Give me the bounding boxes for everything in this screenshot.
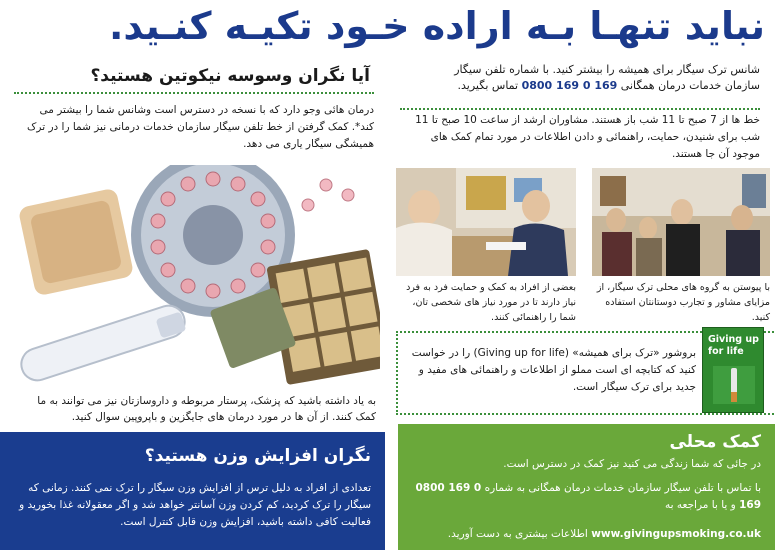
brochure-cover-title (708, 334, 760, 360)
nicotine-body-line2: کمک گرفتن از خط تلفن سيگار سازمان خدمات درمانی نيز شما را در ترک هميشگی سيگار ياری می دهد. (27, 121, 374, 150)
group-caption: با پيوستن به گروه های محلی ترک سيگار، از مزايای مشاور و تجارب دوستانتان استفاده کنيد. (596, 282, 770, 323)
page-title: نبايد تنهـا بـه اراده خـود تکيـه کنـيد. (108, 4, 765, 48)
website-link[interactable]: www.givingupsmoking.co.uk (591, 528, 761, 540)
local-call-text: با تماس با تلفن سيگار سازمان خدمات درمان همگانی به شماره (484, 482, 761, 494)
brochure-cover-image[interactable] (702, 327, 764, 413)
group-session-photo (592, 168, 770, 276)
local-call-post: و يا با مراجعه به (664, 499, 736, 511)
local-quitline-phone[interactable]: 0800 169 0 169 (415, 482, 761, 511)
nicotine-patch-image (18, 188, 135, 297)
local-help-web (412, 526, 761, 546)
intro-text (400, 62, 760, 106)
hours-text: خط ها از 7 صبح تا 11 شب باز هستند. مشاوران ارشد از ساعت 10 صبح تا 11 شب برای شنيدن، حمايت، راهنمائی و دادن اطلاعات در مورد تمام کمک های موجود آن جا هستند. (415, 114, 760, 160)
brochure-cover-title-line2: for life (708, 346, 744, 357)
local-help-call (412, 480, 761, 520)
local-help-sub: در جائی که شما زندگی می کنيد نيز کمک در دسترس است. (503, 458, 761, 470)
dotted-divider (14, 92, 374, 94)
counselling-photo (396, 168, 576, 276)
inhalator-image (17, 302, 189, 385)
pharmacist-note: به ياد داشته باشيد که پزشک، پرستار مربوطه و داروسازتان نيز می توانند به ما کمک کنند. از آن ها در مورد درمان های جايگزين و باپروپين سوال کنيد. (37, 395, 376, 423)
brochure-box (396, 331, 774, 415)
nicotine-products-illustration (8, 165, 380, 390)
pills-image (302, 179, 354, 211)
brochure-cover-title-line1: Giving up (708, 334, 759, 345)
intro-line3: تماس بگيريد. (457, 79, 519, 92)
nicotine-heading: آيا نگران وسوسه نيکوتين هستيد؟ (90, 66, 370, 86)
weight-body: تعدادی از افراد به دليل ترس از افزايش وزن سيگار را ترک نمی کنند. زمانی که سيگار را ترک کرديد، کم کردن وزن آسانتر خواهد شد و اگر معقولانه غذا بخوريد و فعاليت کافی داشته باشيد، افزايش وزن قابل کنترل است. (19, 482, 371, 528)
nicotine-body-line1: درمان هائی وجو دارد که با نسخه در دسترس است وشانس شما را بيشتر می کند*. (39, 104, 374, 133)
quitline-phone[interactable]: 0800 169 0 169 (521, 79, 618, 92)
local-web-post: اطلاعات بيشتری به دست آوريد. (447, 528, 588, 540)
local-help-heading: کمک محلی (669, 432, 761, 452)
brochure-cover-art (709, 362, 759, 408)
nicotine-body (14, 102, 374, 162)
brochure-text: بروشور «ترک برای هميشه» (Giving up for life) را در خواست کنيد که کتابچه ای است مملو از اطلاعات و راهنمائی های مفيد و جديد برای ترک سيگار است. (411, 347, 696, 393)
weight-gain-box (0, 432, 385, 550)
intro-line1: شانس ترک سيگار برای هميشه را بيشتر کنيد. با شماره تلفن سيگار (454, 63, 760, 76)
intro-line2: سازمان خدمات درمان همگانی (620, 79, 760, 92)
counselling-photo-art (396, 168, 576, 276)
counselling-caption: بعضی از افراد به کمک و حمايت فرد به فرد نياز دارند تا در مورد نياز های شخصی تان، شما را راهنمائی کنند. (406, 282, 576, 323)
dotted-divider (400, 108, 760, 110)
local-help-box (398, 424, 775, 550)
group-photo-art (592, 168, 770, 276)
weight-heading: نگران افزايش وزن هستيد؟ (144, 446, 371, 466)
